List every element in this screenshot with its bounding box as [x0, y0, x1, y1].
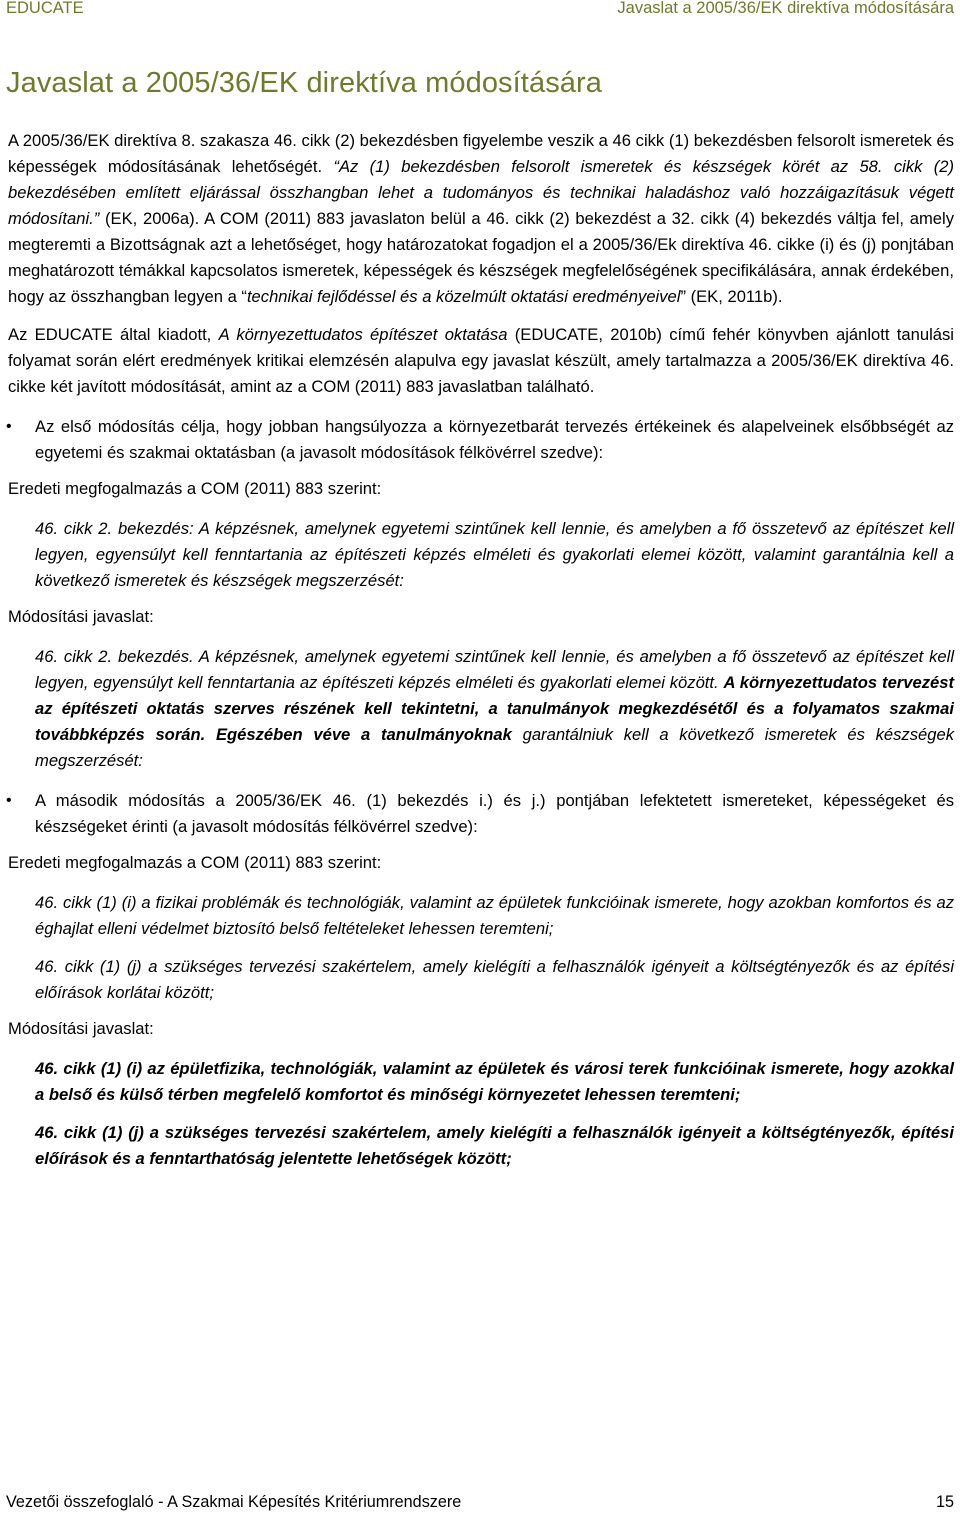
quote-proposal-2a-text: 46. cikk (1) (i) az épületfizika, technológiák, valamint az épületek és városi terek funkcióinak ismerete, hogy azokkal a belső és külső térben megfelelő komfortot és minőségi környezetet lehessen teremteni; — [35, 1059, 954, 1104]
quote-proposal-2b — [8, 1120, 954, 1172]
book-title: A környezettudatos építészet oktatása — [218, 325, 508, 344]
header-left: EDUCATE — [6, 0, 84, 17]
quote-original-1 — [8, 516, 954, 594]
quote-proposal-1-base: 46. cikk 2. bekezdés. A képzésnek, amelynek egyetemi szintűnek kell lennie, és amelyben a fő összetevő az építészet kell legyen, egyensúlyt kell fenntartania az építészeti képzés elméleti és gyakorlati elemei között. — [35, 647, 954, 692]
quote-proposal-1-bold: A környezettudatos tervezést az építészeti oktatás szerves részének kell tekintetni, a tanulmányok megkezdésétől és a folyamatos szakmai továbbképzés során. Egészében véve a tanulmányoknak — [35, 673, 954, 744]
quote-proposal-2b-text: 46. cikk (1) (j) a szükséges tervezési szakértelem, amely kielégíti a felhasználók igényeit a költségtényezők, építési előírások és a fenntarthatóság jelentette lehetőségek között; — [35, 1123, 954, 1168]
page-title: Javaslat a 2005/36/EK direktíva módosítására — [6, 67, 603, 99]
intro-sentence-3: (EK, 2006a). A COM (2011) 883 javaslaton belül a 46. cikk (2) bekezdést a 32. cikk (4) bekezdés váltja fel, amely megteremti a Bizottságnak azt a lehetőséget, hogy határozatokat fogadjon el a 2005/36/Ek direktíva 46. cikke (i) és (j) ponjtában meghatározott témákkal kapcsolatos ismeretek, képességek és készségek megfelelőségének specifikálására, annak érdekében, hogy az összhangban legyen a “ — [8, 209, 954, 306]
quote-original-1-text: 46. cikk 2. bekezdés: A képzésnek, amelynek egyetemi szintűnek kell lennie, és amelyben a fő összetevő az építészet kell legyen, egyensúlyt kell fenntartania az építészeti képzés elméleti és gyakorlati elemei között, valamint garantálnia kell a következő ismeretek és készségek megszerzését: — [35, 519, 954, 590]
paragraph-educate — [8, 322, 954, 400]
label-original-2: Eredeti megfogalmazás a COM (2011) 883 szerint: — [8, 853, 382, 872]
footer-title: Vezetői összefoglaló - A Szakmai Képesítés Kritériumrendszere — [6, 1493, 462, 1511]
intro-sentence-1: A 2005/36/EK direktíva 8. szakasza 46. cikk (2) bekezdésben figyelembe veszik a 46 cikk (1) bekezdésben felsorolt ismeretek és képességek módosításának lehetőségét. — [8, 131, 954, 176]
document-body — [8, 128, 954, 1172]
intro-quote: “Az (1) bekezdésben felsorolt ismeretek és készségek körét az 58. cikk (2) bekezdésében említett eljárással összhangban lehet a tudományos és technikai haladáshoz való hozzáigazításuk végett módosítani.” — [8, 157, 954, 228]
quote-proposal-1 — [8, 644, 954, 774]
paragraph-intro — [8, 128, 954, 310]
label-proposal-2: Módosítási javaslat: — [8, 1019, 154, 1038]
quote-original-2b — [8, 954, 954, 1006]
bullet-item-2: • A második módosítás a 2005/36/EK 46. (1) bekezdés i.) és j.) pontjában lefektetett ismereteket, képességeket és készségeket érinti (a javasolt módosítás félkövérrel szedve): — [8, 788, 954, 840]
bullet-item-1: • Az első módosítás célja, hogy jobban hangsúlyozza a környezetbarát tervezés értékeinek és alapelveinek elsőbbségét az egyetemi és szakmai oktatásban (a javasolt módosítások félkövérrel szedve): — [8, 414, 954, 466]
intro-sentence-5: ” (EK, 2011b). — [680, 287, 783, 306]
educate-sentence-3: (EDUCATE, 2010b) című fehér könyvben ajánlott tanulási folyamat során elért eredmények kritikai elemzésén alapulva egy javaslat készült, amely tartalmazza a 2005/36/EK direktíva 46. cikke két javított módosítását, amint az a COM (2011) 883 javaslatban található. — [8, 325, 954, 396]
quote-original-2a — [8, 890, 954, 942]
header-right: Javaslat a 2005/36/EK direktíva módosítására — [617, 0, 954, 17]
quote-original-2b-text: 46. cikk (1) (j) a szükséges tervezési szakértelem, amely kielégíti a felhasználók igényeit a költségtényezők és az építési előírások korlátai között; — [35, 957, 954, 1002]
label-proposal-1: Módosítási javaslat: — [8, 607, 154, 626]
quote-original-2a-text: 46. cikk (1) (i) a fizikai problémák és technológiák, valamint az épületek funkcióinak ismerete, hogy azokban komfortos és az éghajlat elleni védelmet biztosító belső feltételeket lehessen teremteni; — [35, 893, 954, 938]
page-number: 15 — [935, 1493, 954, 1511]
quote-proposal-2a — [8, 1056, 954, 1108]
educate-sentence-1: Az EDUCATE által kiadott, — [8, 325, 219, 344]
quote-proposal-1-tail: garantálniuk kell a következő ismeretek és készségek megszerzését: — [35, 725, 954, 770]
intro-quote-2: technikai fejlődéssel és a közelmúlt oktatási eredményeivel — [246, 287, 681, 306]
label-original-1: Eredeti megfogalmazás a COM (2011) 883 szerint: — [8, 479, 382, 498]
